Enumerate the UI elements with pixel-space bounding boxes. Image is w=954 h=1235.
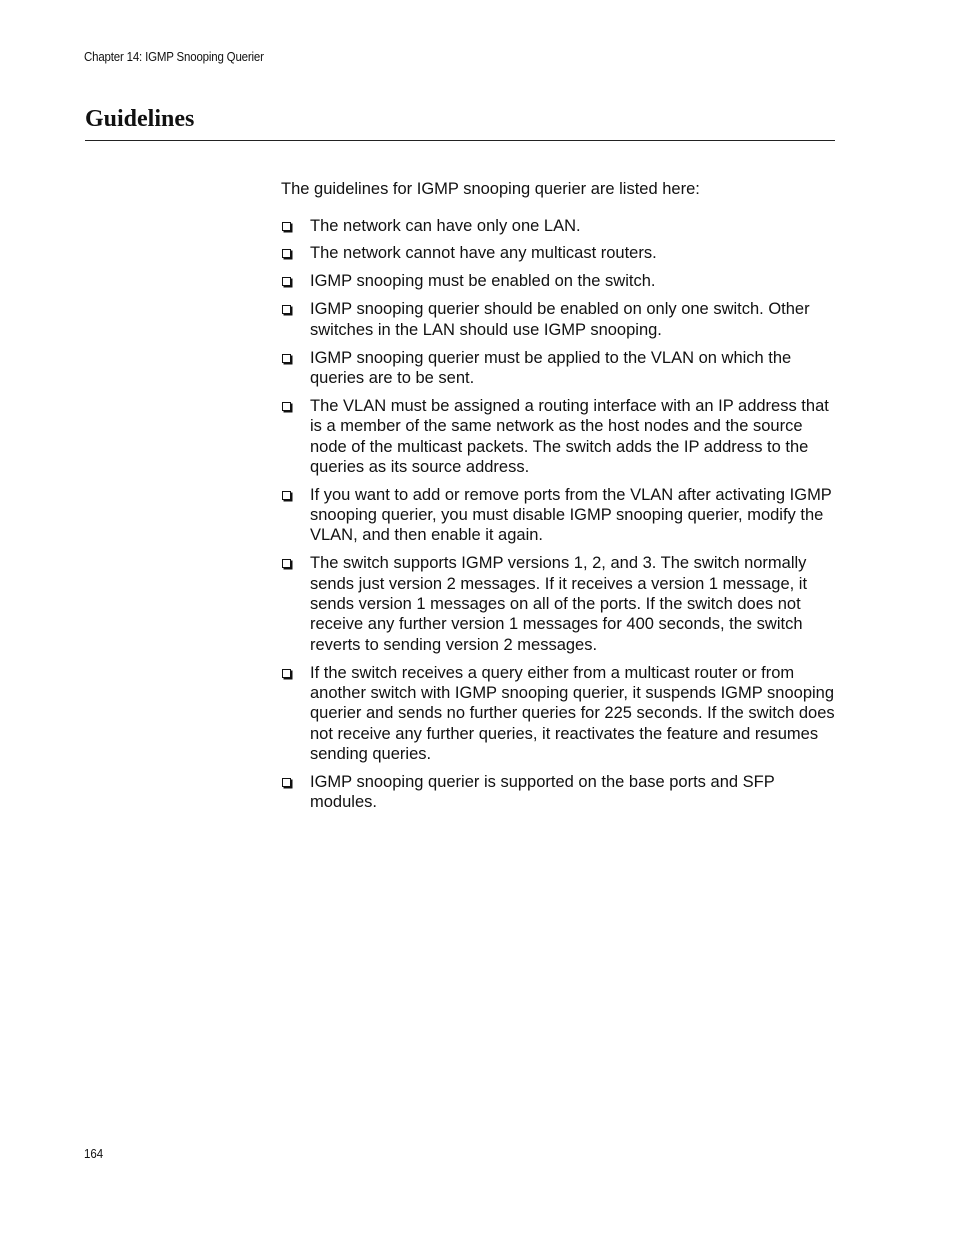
square-bullet-icon [282, 669, 291, 678]
intro-paragraph: The guidelines for IGMP snooping querier are listed here: [281, 180, 700, 198]
square-bullet-icon [282, 491, 291, 500]
list-item [281, 271, 841, 291]
list-item [281, 485, 841, 546]
list-item [281, 772, 841, 813]
list-item-text: IGMP snooping querier is supported on the base ports and SFP modules. [310, 772, 775, 812]
square-bullet-icon [282, 354, 291, 363]
list-item [281, 299, 841, 340]
square-bullet-icon [282, 559, 291, 568]
list-item-text: The VLAN must be assigned a routing interface with an IP address that is a member of the same network as the host nodes and the source node of the multicast packets. The switch adds the IP address to the queries as its source address. [310, 397, 829, 476]
section-title: Guidelines [85, 106, 195, 132]
square-bullet-icon [282, 778, 291, 787]
list-item-text: If the switch receives a query either from a multicast router or from another switch with IGMP snooping querier, it suspends IGMP snooping querier and sends no further queries for 225 seconds. If the switch does not receive any further queries, it reactivates the feature and resumes sending queries. [310, 663, 835, 763]
list-item-text: IGMP snooping must be enabled on the switch. [310, 272, 656, 291]
list-item [281, 243, 841, 263]
list-item [281, 553, 841, 654]
list-item [281, 348, 841, 389]
list-item-text: The switch supports IGMP versions 1, 2, and 3. The switch normally sends just version 2 messages. If it receives a version 1 message, it sends version 1 messages on all of the ports. If the switch does not receive any further version 1 messages for 400 seconds, the switch reverts to sending version 2 messages. [310, 554, 808, 654]
list-item-text: If you want to add or remove ports from the VLAN after activating IGMP snooping querier, you must disable IGMP snooping querier, modify the VLAN, and then enable it again. [310, 485, 832, 545]
title-rule [85, 140, 835, 141]
list-item-text: IGMP snooping querier should be enabled on only one switch. Other switches in the LAN should use IGMP snooping. [310, 300, 810, 339]
square-bullet-icon [282, 277, 291, 286]
list-item-text: IGMP snooping querier must be applied to the VLAN on which the queries are to be sent. [310, 348, 792, 388]
square-bullet-icon [282, 249, 291, 258]
guidelines-list [281, 216, 841, 821]
square-bullet-icon [282, 305, 291, 314]
list-item [281, 663, 841, 764]
list-item-text: The network can have only one LAN. [310, 216, 581, 235]
list-item [281, 396, 841, 477]
square-bullet-icon [282, 402, 291, 411]
list-item-text: The network cannot have any multicast routers. [310, 244, 657, 263]
list-item [281, 216, 841, 236]
square-bullet-icon [282, 222, 291, 231]
page-number: 164 [84, 1147, 104, 1161]
running-header: Chapter 14: IGMP Snooping Querier [84, 50, 264, 64]
